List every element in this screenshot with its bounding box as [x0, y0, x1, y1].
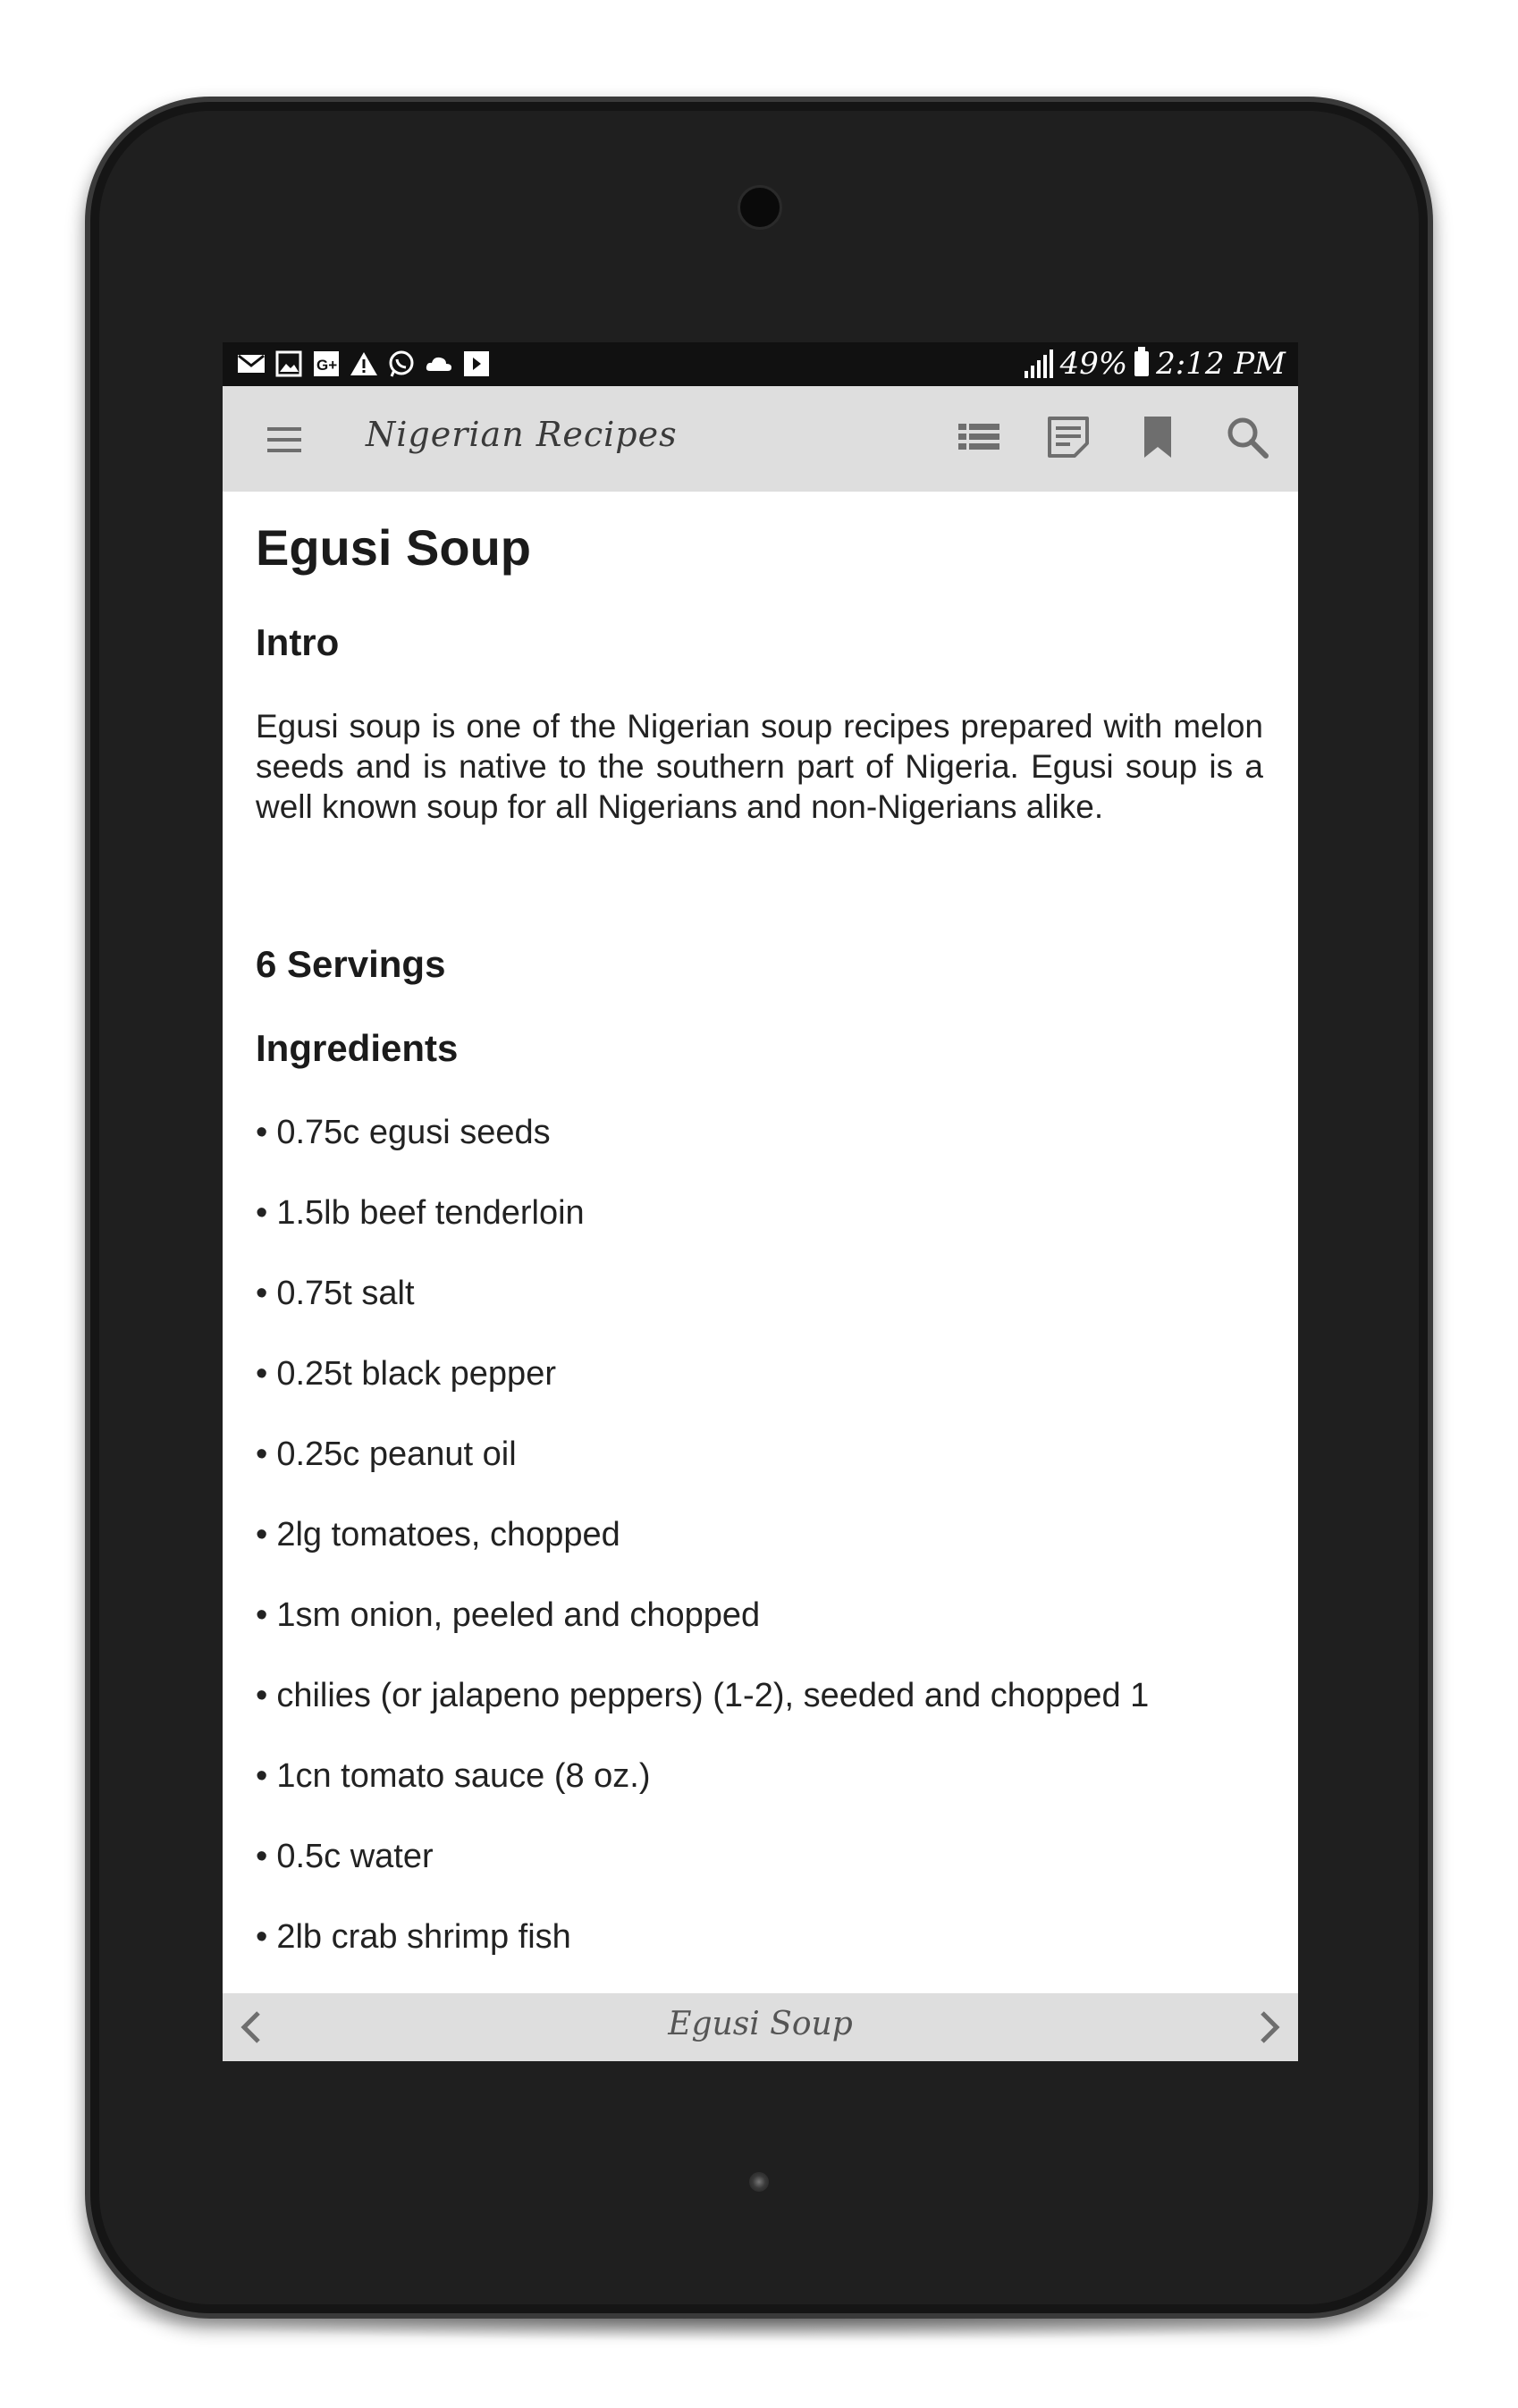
list-item: • 0.75t salt: [256, 1275, 415, 1312]
ingredients-list: [256, 1113, 1266, 1998]
app-bar: [223, 386, 1298, 492]
chevron-right-icon[interactable]: [1246, 2006, 1289, 2049]
bottom-nav-bar: [223, 1993, 1298, 2061]
list-item: • 1sm onion, peeled and chopped: [256, 1596, 761, 1634]
menu-icon[interactable]: [267, 427, 301, 452]
recipe-title: Egusi Soup: [256, 519, 531, 576]
search-icon[interactable]: [1223, 413, 1271, 461]
status-indicators: [1025, 346, 1286, 382]
front-camera: [738, 185, 782, 230]
list-item: • 1.5lb beef tenderloin: [256, 1194, 585, 1232]
notification-icons: [237, 349, 491, 378]
list-item: • 0.25t black pepper: [256, 1355, 556, 1393]
list-item: • 2lg tomatoes, chopped: [256, 1516, 620, 1553]
google-plus-icon: [312, 349, 341, 378]
play-icon: [462, 349, 491, 378]
list-item: • chilies (or jalapeno peppers) (1-2), seeded and chopped 1: [256, 1677, 1150, 1714]
status-bar: [223, 342, 1298, 386]
list-item: • 1cn tomato sauce (8 oz.): [256, 1757, 651, 1795]
list-item: • 2lb crab shrimp fish: [256, 1918, 571, 1956]
home-sensor: [749, 2172, 769, 2192]
list-icon[interactable]: [955, 413, 1003, 461]
intro-heading: Intro: [256, 621, 340, 663]
warning-icon: [350, 349, 378, 378]
list-item: • 0.5c water: [256, 1838, 434, 1875]
servings: 6 Servings: [256, 943, 446, 985]
signal-icon: [1025, 349, 1053, 378]
clock: 2:12 PM: [1156, 346, 1286, 382]
ingredients-heading: Ingredients: [256, 1027, 459, 1069]
list-item: • 0.25c peanut oil: [256, 1436, 517, 1473]
cloud-icon: [425, 349, 453, 378]
svg-text:G+: G+: [316, 357, 338, 374]
image-icon: [274, 349, 303, 378]
app-title: Nigerian Recipes: [366, 415, 678, 454]
whatsapp-icon: [387, 349, 416, 378]
app-bar-actions: [955, 413, 1271, 461]
bookmark-icon[interactable]: [1134, 413, 1182, 461]
battery-icon: [1134, 351, 1149, 376]
intro-text: Egusi soup is one of the Nigerian soup recipes prepared with melon seeds and is native to the southern part of Nigeria. Egusi soup is a well known soup for all Nigerians and non-Nigerians alike.: [256, 708, 1263, 825]
mail-icon: [237, 349, 266, 378]
screen: [223, 342, 1298, 2061]
notes-icon[interactable]: [1044, 413, 1092, 461]
list-item: • 0.75c egusi seeds: [256, 1114, 551, 1151]
bottom-recipe-title: Egusi Soup: [668, 2006, 853, 2042]
battery-percent: 49%: [1059, 346, 1128, 382]
